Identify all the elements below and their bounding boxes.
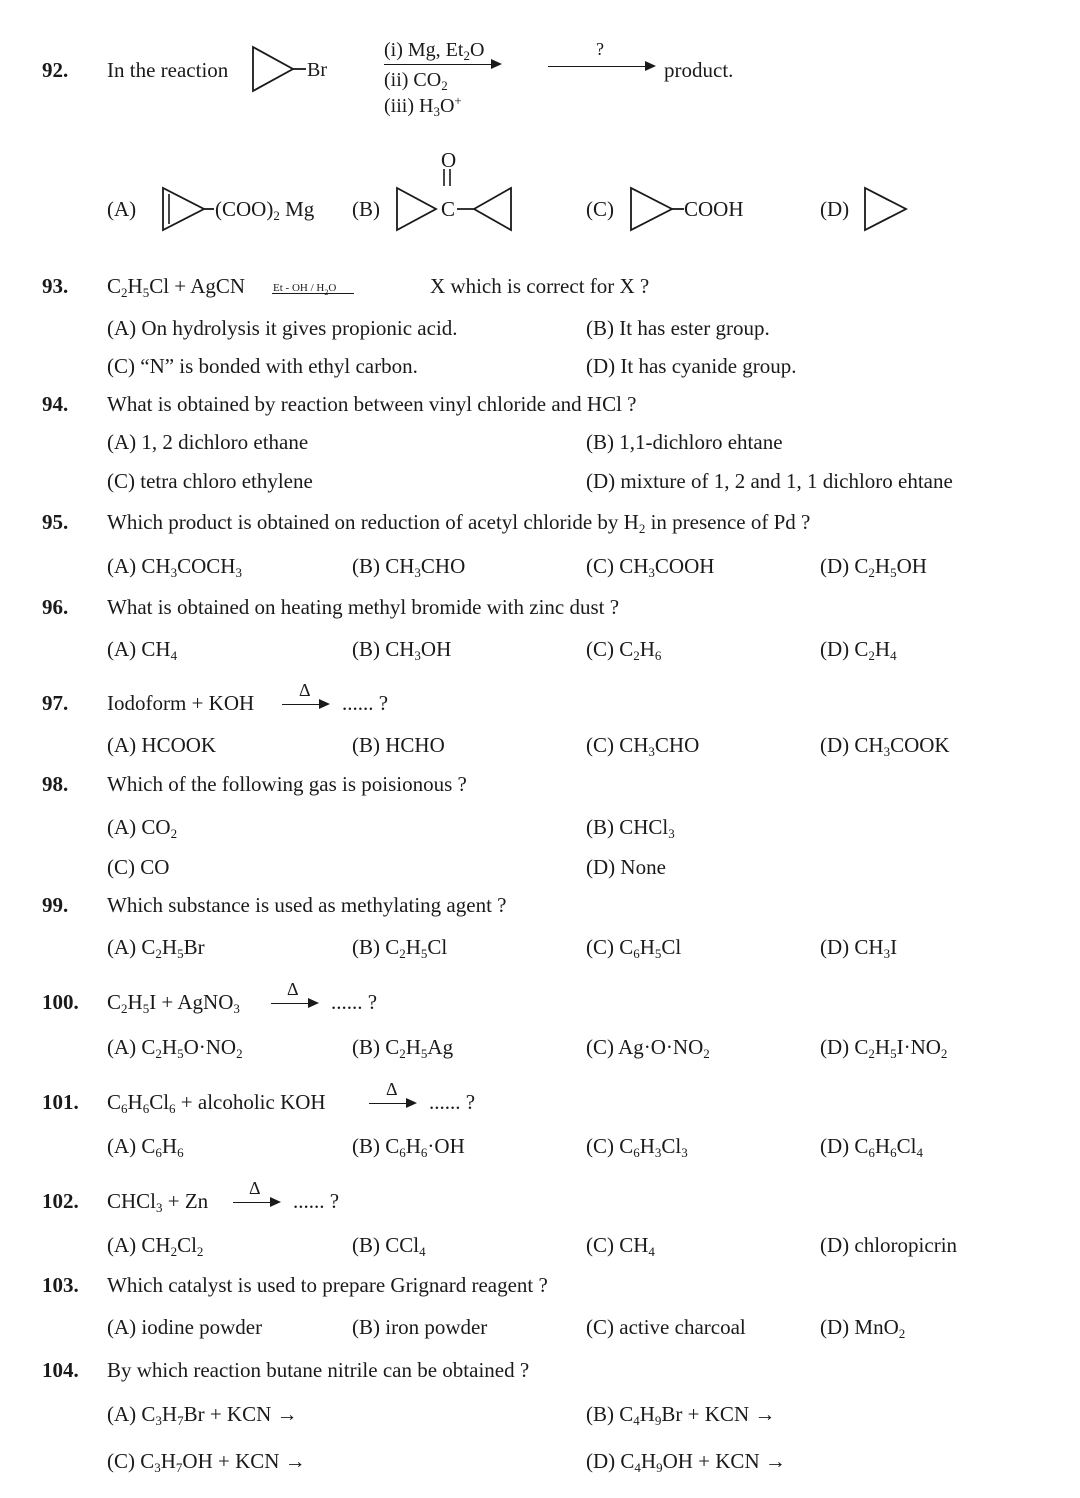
q96-number: 96. — [42, 595, 69, 619]
q92-product: product. — [664, 58, 734, 82]
q99-option-d: (D) $CH_3I$ — [820, 935, 898, 961]
q102-option-b: (B) CCl$_4$ — [352, 1233, 426, 1259]
q99-option-c: (C) $C_6H_5Cl$ — [586, 935, 682, 961]
q95-option-d: (D) $C_2H_5OH$ — [820, 554, 927, 580]
q102-rhs: ...... ? — [293, 1189, 340, 1213]
q93-number: 93. — [42, 274, 69, 298]
q92-cyclopropyl-ring — [250, 45, 310, 95]
q92-option-a-structure — [160, 186, 220, 232]
q95-number: 95. — [42, 510, 69, 534]
q94-number: 94. — [42, 392, 69, 416]
q92-option-a-text: $(COO)_2$ Mg — [215, 197, 315, 223]
q92-br: Br — [307, 59, 327, 81]
q97-delta: Δ — [299, 680, 311, 700]
q95-option-a: (A) $CH_3COCH_3$ — [107, 554, 242, 580]
q102-option-a: (A) $CH_2Cl_2$ — [107, 1233, 204, 1259]
q92-option-d-structure — [862, 186, 912, 232]
q104-question: By which reaction butane nitrile can be obtained ? — [107, 1358, 530, 1382]
q100-lhs: $C_2H_5I$ + AgNO$_3$ — [107, 990, 240, 1016]
q99-option-b: (B) $C_2H_5Cl$ — [352, 935, 448, 961]
q92-option-c-label: (C) — [586, 197, 614, 221]
q92-stem: In the reaction — [107, 58, 229, 82]
q103-option-d: (D) MnO$_2$ — [820, 1315, 906, 1341]
q101-rhs: ...... ? — [429, 1090, 476, 1114]
q94-option-b: (B) 1,1-dichloro ehtane — [586, 430, 783, 454]
q92-option-c-text: COOH — [684, 197, 744, 221]
q102-lhs: CHCl$_3$ + Zn — [107, 1189, 209, 1215]
q101-option-b: (B) $C_6H_6\cdot OH$ — [352, 1134, 465, 1160]
q96-option-c: (C) $C_2H_6$ — [586, 637, 662, 663]
q104-option-c: (C) $C_3H_7OH$ + KCN → — [107, 1449, 306, 1475]
q93-option-c: (C) “N” is bonded with ethyl carbon. — [107, 354, 418, 378]
q102-number: 102. — [42, 1189, 79, 1213]
q99-question: Which substance is used as methylating agent ? — [107, 893, 507, 917]
q95-question: Which product is obtained on reduction of acetyl chloride by $H_2$ in presence of Pd ? — [107, 510, 811, 536]
q101-number: 101. — [42, 1090, 79, 1114]
q99-option-a: (A) $C_2H_5Br$ — [107, 935, 205, 961]
q101-lhs: $C_6H_6Cl_6$ + alcoholic KOH — [107, 1090, 326, 1116]
q103-option-b: (B) iron powder — [352, 1315, 488, 1339]
q97-option-a: (A) HCOOK — [107, 733, 217, 757]
q93-equation: $C_2H_5Cl$ + AgCN — [107, 274, 246, 300]
q94-option-a: (A) 1, 2 dichloro ethane — [107, 430, 309, 454]
q96-option-a: (A) $CH_4$ — [107, 637, 178, 663]
q92-reagent-2: (ii) $CO_2$ — [384, 69, 448, 93]
q100-delta: Δ — [287, 979, 299, 999]
q94-question: What is obtained by reaction between vinyl chloride and HCl ? — [107, 392, 637, 416]
q93-condition: Et - OH / $H_2O$ — [273, 282, 337, 297]
q93-option-a: (A) On hydrolysis it gives propionic acid. — [107, 316, 458, 340]
q92-reagent-3: (iii) $H_3O^+$ — [384, 93, 462, 119]
q98-question: Which of the following gas is poisionous ? — [107, 772, 467, 796]
q97-arrow — [282, 704, 328, 705]
q97-option-b: (B) HCHO — [352, 733, 445, 757]
q94-option-d: (D) mixture of 1, 2 and 1, 1 dichloro ehtane — [586, 469, 953, 493]
q103-question: Which catalyst is used to prepare Grignard reagent ? — [107, 1273, 548, 1297]
q93-question: X which is correct for X ? — [430, 274, 650, 298]
q92-option-a-label: (A) — [107, 197, 137, 221]
q102-option-c: (C) $CH_4$ — [586, 1233, 655, 1259]
q95-option-c: (C) $CH_3COOH$ — [586, 554, 715, 580]
q101-option-d: (D) $C_6H_6Cl_4$ — [820, 1134, 923, 1160]
q98-option-a: (A) $CO_2$ — [107, 815, 178, 841]
q93-arrow — [272, 293, 354, 294]
q97-option-c: (C) $CH_3CHO$ — [586, 733, 700, 759]
q92-option-b-label: (B) — [352, 197, 380, 221]
q96-option-d: (D) $C_2H_4$ — [820, 637, 897, 663]
q97-lhs: Iodoform + KOH — [107, 691, 255, 715]
q98-number: 98. — [42, 772, 69, 796]
q92-option-c-structure — [628, 186, 688, 232]
q100-option-d: (D) $C_2H_5I\cdot NO_2$ — [820, 1035, 948, 1061]
q100-option-a: (A) $C_2H_5O\cdot NO_2$ — [107, 1035, 243, 1061]
q95-option-b: (B) $CH_3CHO$ — [352, 554, 466, 580]
q96-option-b: (B) $CH_3OH$ — [352, 637, 452, 663]
q101-option-c: (C) $C_6H_3Cl_3$ — [586, 1134, 688, 1160]
q93-option-b: (B) It has ester group. — [586, 316, 770, 340]
q103-option-c: (C) active charcoal — [586, 1315, 746, 1339]
q104-option-b: (B) $C_4H_9Br$ + KCN → — [586, 1402, 776, 1428]
q92-option-b-carbon: C — [441, 197, 456, 221]
q101-arrow — [369, 1103, 415, 1104]
q104-number: 104. — [42, 1358, 79, 1382]
q100-option-c: (C) $Ag\cdot O\cdot NO_2$ — [586, 1035, 710, 1061]
q94-option-c: (C) tetra chloro ethylene — [107, 469, 313, 493]
q104-option-d: (D) $C_4H_9OH$ + KCN → — [586, 1449, 786, 1475]
q98-option-c: (C) CO — [107, 855, 170, 879]
q103-number: 103. — [42, 1273, 79, 1297]
q92-arrow-2 — [548, 66, 654, 67]
q100-arrow — [271, 1003, 317, 1004]
q103-option-a: (A) iodine powder — [107, 1315, 263, 1339]
q102-option-d: (D) chloropicrin — [820, 1233, 958, 1257]
q97-number: 97. — [42, 691, 69, 715]
q97-rhs: ...... ? — [342, 691, 389, 715]
q100-number: 100. — [42, 990, 79, 1014]
q104-option-a: (A) $C_3H_7Br$ + KCN → — [107, 1402, 298, 1428]
q99-number: 99. — [42, 893, 69, 917]
q98-option-b: (B) CHCl$_3$ — [586, 815, 675, 841]
q96-question: What is obtained on heating methyl bromide with zinc dust ? — [107, 595, 620, 619]
q98-option-d: (D) None — [586, 855, 666, 879]
q92-unknown: ? — [596, 39, 604, 59]
q92-arrow-1 — [384, 64, 500, 65]
q102-delta: Δ — [249, 1178, 261, 1198]
q101-delta: Δ — [386, 1079, 398, 1099]
q92-number: 92. — [42, 58, 69, 82]
q100-rhs: ...... ? — [331, 990, 378, 1014]
q100-option-b: (B) $C_2H_5Ag$ — [352, 1035, 454, 1061]
q92-reagent-1: (i) Mg, $Et_2O$ — [384, 39, 485, 63]
q101-option-a: (A) $C_6H_6$ — [107, 1134, 184, 1160]
q97-option-d: (D) $CH_3COOK$ — [820, 733, 950, 759]
q102-arrow — [233, 1202, 279, 1203]
q92-option-b-oxygen: O — [441, 148, 457, 172]
q93-option-d: (D) It has cyanide group. — [586, 354, 797, 378]
q92-option-d-label: (D) — [820, 197, 850, 221]
